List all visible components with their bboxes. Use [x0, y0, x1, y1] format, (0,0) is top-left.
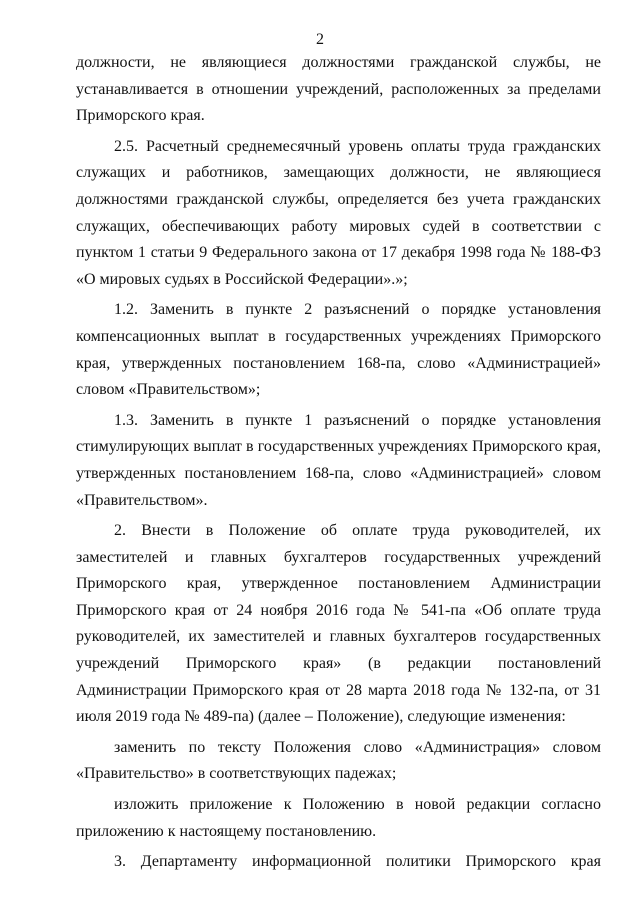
- paragraph-replace-word: заменить по тексту Положения слово «Администрация» словом «Правительство» в соответствующих падежах;: [76, 738, 601, 783]
- paragraph-continuation: должности, не являющиеся должностями гражданской службы, не устанавливается в отношении учреждений, расположенных за пределами Приморского края.: [76, 54, 601, 125]
- page-number: 2: [316, 31, 324, 48]
- paragraph-2-5: 2.5. Расчетный среднемесячный уровень оплаты труда гражданских служащих и работников, замещающих должности, не являющиеся должностями гражданской службы, определяется без учета гражданских служащих, обеспечивающих работу мировых судей в соответствии с пунктом 1 статьи 9 Федерального закона от 17 декабря 1998 года № 188-ФЗ «О мировых судьях в Российской Федерации».»;: [76, 137, 601, 288]
- paragraph-3: 3. Департаменту информационной политики Приморского края: [114, 853, 601, 871]
- document-body: [76, 50, 601, 876]
- paragraph-2: 2. Внести в Положение об оплате труда руководителей, их заместителей и главных бухгалтеров государственных учреждений Приморского края, утвержденное постановлением Администрации Приморского края от 24 ноября 2016 года № 541-па «Об оплате труда руководителей, их заместителей и главных бухгалтеров государственных учреждений Приморского края» (в редакции постановлений Администрации Приморского края от 28 марта 2018 года № 132-па, от 31 июля 2019 года № 489-па) (далее – Положение), следующие изменения:: [76, 522, 601, 726]
- paragraph-1-2: 1.2. Заменить в пункте 2 разъяснений о порядке установления компенсационных выплат в государственных учреждениях Приморского края, утвержденных постановлением 168-па, слово «Администрацией» словом «Правительством»;: [76, 301, 601, 399]
- paragraph-1-3: 1.3. Заменить в пункте 1 разъяснений о порядке установления стимулирующих выплат в государственных учреждениях Приморского края, утвержденных постановлением 168-па, слово «Администрацией» словом «Правительством».: [76, 411, 601, 509]
- paragraph-new-appendix: изложить приложение к Положению в новой редакции согласно приложению к настоящему постановлению.: [76, 796, 601, 840]
